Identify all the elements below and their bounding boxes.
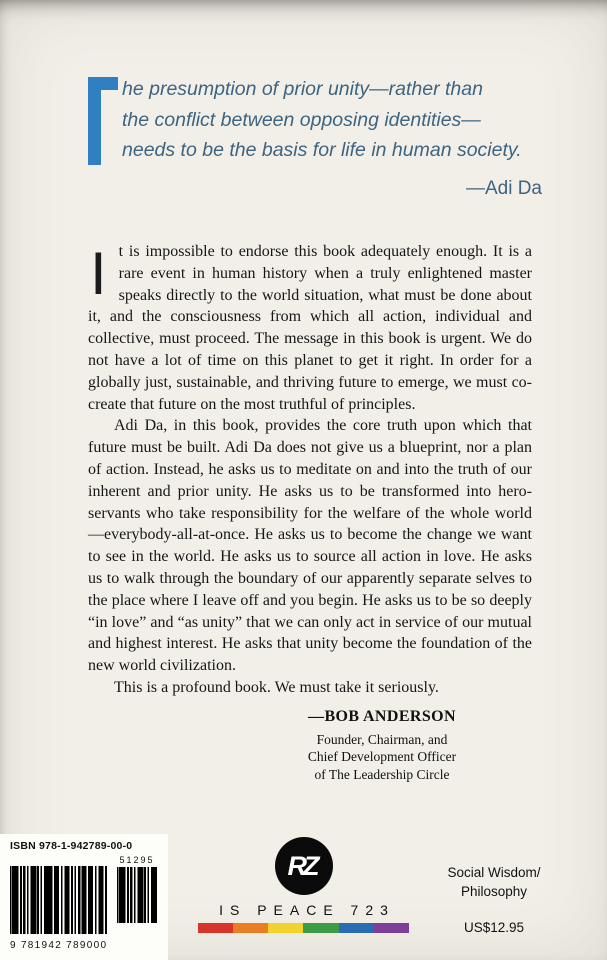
is-peace-723-logo [275, 837, 333, 895]
rainbow-segment [233, 923, 268, 933]
paragraph-2: Adi Da, in this book, provides the core truth upon which that future must be built. Adi Da does not give us a blueprint, nor a plan of action. Instead, he asks us to meditate on and into the truth of our inherent and prior unity. He asks us to be transformed into hero-servants who take responsibility for the welfare of the whole world—everybody-all-at-once. He asks us to become the change we want to see in the world. He asks us to source all action in love. He asks us to walk through the boundary of our apparently separate selves to the place where I leave off and you begin. He asks us to be so deeply “in love” and “as unity” that we can only act in service of our mutual and highest interest. He asks that unity become the foundation of the new world civilization. [88, 417, 532, 675]
paragraph-3: This is a profound book. We must take it seriously. [114, 678, 439, 696]
isbn-barcode-box [0, 834, 168, 960]
quote-attribution: —Adi Da [465, 177, 542, 199]
endorsement-body [88, 241, 532, 783]
rainbow-segment [303, 923, 338, 933]
endorser-credit: Chief Development Officer [307, 749, 457, 765]
paragraph-1 [88, 241, 532, 415]
rainbow-segment [339, 923, 374, 933]
quote-line: the conflict between opposing identities— [122, 108, 481, 131]
rainbow-segment [374, 923, 409, 933]
barcode-digits: 9 781942 789000 [10, 940, 108, 951]
endorser-block [232, 706, 532, 783]
publisher-logo-block [189, 837, 419, 933]
endorser-credit: of The Leadership Circle [314, 766, 450, 782]
quote-line: he presumption of prior unity—rather than [122, 78, 483, 100]
barcode-addon-bars [117, 867, 157, 923]
rainbow-bar [198, 923, 410, 933]
rainbow-segment [268, 923, 303, 933]
logo-monogram: RZ [287, 850, 316, 881]
publisher-name: IS PEACE 723 [219, 902, 395, 918]
price: US$12.95 [463, 920, 525, 935]
barcode [10, 855, 162, 935]
endorser-name: —BOB ANDERSON [308, 707, 456, 725]
quote-section [88, 74, 548, 200]
quote-row [88, 74, 548, 166]
quote-line: needs to be the basis for life in human society. [122, 139, 522, 161]
rainbow-segment [198, 923, 233, 933]
barcode-addon [114, 855, 160, 923]
dropcap-T-stem [88, 77, 101, 165]
category-price-block [428, 863, 560, 937]
dropcap-I: I [90, 240, 107, 307]
quote-text [122, 74, 522, 166]
barcode-addon-code: 51295 [119, 855, 155, 865]
barcode-bars [10, 866, 108, 934]
dropcap-T [88, 74, 122, 166]
dropcap-T-crossbar [88, 77, 118, 90]
category-line: Philosophy [460, 884, 528, 899]
isbn-label: ISBN 978-1-942789-00-0 [10, 840, 133, 852]
category-line: Social Wisdom/ [447, 865, 541, 880]
endorser-credit: Founder, Chairman, and [316, 731, 448, 747]
paragraph-1-text: t is impossible to endorse this book adequately enough. It is a rare event in human history when a truly enlightened master speaks directly to the world situation, what must be done about it, and the consciousness from which all action, individual and collective, must proceed. The message in this book is urgent. We do not have a lot of time on this planet to get it right. In order for a globally just, sustainable, and thriving future to emerge, we must co-create that future on the most truthful of principles. [88, 243, 532, 413]
